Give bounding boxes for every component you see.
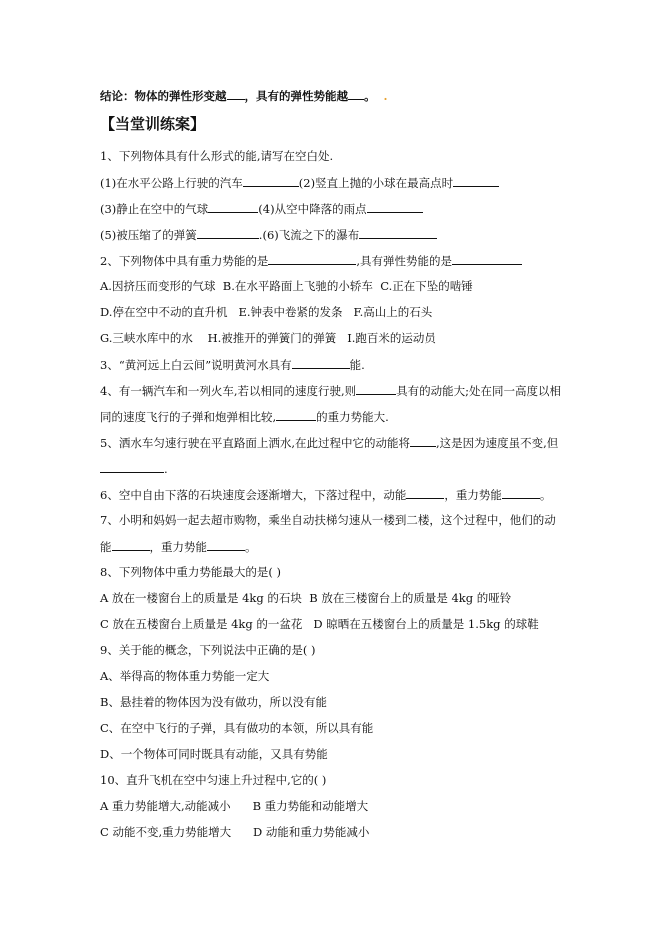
- q4-text-3: 同的速度飞行的子弹和炮弹相比较,: [100, 410, 277, 424]
- q8-options-row-2: [100, 616, 570, 632]
- answer-blank[interactable]: [197, 226, 259, 239]
- q1-item-2: (2)竖直上抛的小球在最高点时: [298, 176, 454, 190]
- q4-text-4: 的重力势能大.: [316, 410, 389, 424]
- q10-stem: 10、直升飞机在空中匀速上升过程中,它的( ): [100, 773, 327, 787]
- orange-dot-mark: .: [383, 89, 388, 103]
- q9-option-a: A、举得高的物体重力势能一定大: [100, 669, 270, 683]
- q6-text-3: 。: [539, 488, 552, 502]
- q7-text-3: ，重力势能: [149, 540, 207, 554]
- q8-option-c: C 放在五楼窗台上质量是 4kg 的一盆花: [100, 617, 303, 631]
- answer-blank[interactable]: [207, 538, 245, 551]
- answer-blank[interactable]: [502, 486, 540, 499]
- q8-option-a: A 放在一楼窗台上的质量是 4kg 的石块: [100, 591, 302, 605]
- answer-blank[interactable]: [452, 252, 522, 265]
- q2-stem-text-1: 2、下列物体中具有重力势能的是: [100, 254, 269, 268]
- answer-blank[interactable]: [243, 174, 299, 187]
- q2-option-b: B.在水平路面上飞驰的小轿车: [222, 279, 373, 293]
- q2-options-row-3: [100, 330, 570, 346]
- q4-text-1: 4、有一辆汽车和一列火车,若以相同的速度行驶,则: [100, 384, 357, 398]
- q1-item-1: (1)在水平公路上行驶的汽车: [100, 176, 243, 190]
- answer-blank[interactable]: [348, 87, 364, 100]
- q2-option-c: C.正在下坠的啮锤: [380, 279, 473, 293]
- answer-blank[interactable]: [410, 434, 436, 447]
- q6-text-1: 6、空中自由下落的石块速度会逐渐增大，下落过程中，动能: [100, 488, 407, 502]
- q9-option-c: C、在空中飞行的子弹，具有做功的本领，所以具有能: [100, 721, 374, 735]
- q2-option-i: I.跑百米的运动员: [347, 331, 436, 345]
- q2-option-d: D.停在空中不动的直升机: [100, 305, 228, 319]
- conclusion-text-1: 物体的弹性形变越: [134, 89, 227, 103]
- q2-option-h: H.被推开的弹簧门的弹簧: [207, 331, 337, 345]
- q5-line-2: [100, 460, 570, 477]
- answer-blank[interactable]: [292, 356, 350, 369]
- q1-row-3: [100, 226, 570, 243]
- q8-stem: 8、下列物体中重力势能最大的是( ): [100, 565, 281, 579]
- q1-item-3: (3)静止在空中的气球: [100, 202, 209, 216]
- q2-option-e: E.钟表中卷紧的发条: [238, 305, 343, 319]
- q7-line-2: [100, 538, 570, 555]
- q9-stem: 9、关于能的概念，下列说法中正确的是( ): [100, 643, 316, 657]
- q6-text-2: ，重力势能: [444, 488, 502, 502]
- q10-option-d: D 动能和重力势能减小: [253, 825, 370, 839]
- q10-option-c: C 动能不变,重力势能增大: [100, 825, 232, 839]
- conclusion-text-2: ，具有的弹性势能越: [244, 89, 348, 103]
- answer-blank[interactable]: [227, 87, 245, 100]
- q8-option-b: B 放在三楼窗台上的质量是 4kg 的哑铃: [309, 591, 512, 605]
- q5-line-1: [100, 434, 570, 451]
- q1-item-5: (5)被压缩了的弹簧: [100, 228, 197, 242]
- answer-blank[interactable]: [268, 252, 356, 265]
- q9-option-b: B、悬挂着的物体因为没有做功，所以没有能: [100, 695, 327, 709]
- q10-option-b: B 重力势能和动能增大: [252, 799, 369, 813]
- q1-row-1: [100, 174, 570, 191]
- answer-blank[interactable]: [100, 460, 164, 473]
- answer-blank[interactable]: [359, 226, 437, 239]
- q9-option-d: D、一个物体可同时既具有动能，又具有势能: [100, 747, 328, 761]
- q1-row-2: [100, 200, 570, 217]
- q1-stem: 1、下列物体具有什么形式的能,请写在空白处.: [100, 149, 334, 163]
- q7-text-4: 。: [245, 540, 257, 554]
- q7-text-2: 能: [100, 540, 112, 554]
- section-title: 【当堂训练案】: [100, 115, 206, 133]
- q2-stem: [100, 252, 570, 269]
- q5-text-1: 5、洒水车匀速行驶在平直路面上洒水,在此过程中它的动能将: [100, 436, 410, 450]
- q2-option-f: F.高山上的石头: [353, 305, 433, 319]
- q2-option-g: G.三峡水库中的水: [100, 331, 193, 345]
- q2-options-row-1: [100, 278, 570, 294]
- q3-text-1: 3、“黄河远上白云间”说明黄河水具有: [100, 358, 292, 372]
- q6-line: [100, 486, 570, 503]
- q1-item-4: (4)从空中降落的雨点: [258, 202, 367, 216]
- q3-line: [100, 356, 570, 373]
- q1-item-6: .(6)飞流之下的瀑布: [258, 228, 360, 242]
- q3-text-2: 能.: [349, 358, 365, 372]
- q8-options-row-1: [100, 590, 570, 606]
- answer-blank[interactable]: [276, 408, 316, 421]
- answer-blank[interactable]: [356, 382, 396, 395]
- conclusion-label: 结论：: [100, 89, 135, 103]
- conclusion-line: [100, 87, 570, 104]
- q4-text-2: 具有的动能大;处在同一高度以相: [396, 384, 562, 398]
- q10-options-row-2: [100, 824, 570, 840]
- q2-option-a: A.因挤压而变形的气球: [100, 279, 216, 293]
- q7-line-1: 7、小明和妈妈一起去超市购物，乘坐自动扶梯匀速从一楼到二楼，这个过程中，他们的动: [100, 513, 556, 527]
- q5-text-3: .: [164, 462, 168, 476]
- q5-text-2: ,这是因为速度虽不变,但: [435, 436, 559, 450]
- q2-options-row-2: [100, 304, 570, 320]
- q2-stem-text-2: ,具有弹性势能的是: [356, 254, 452, 268]
- answer-blank[interactable]: [453, 174, 499, 187]
- conclusion-text-3: 。: [364, 89, 376, 103]
- q4-line-1: [100, 382, 570, 399]
- answer-blank[interactable]: [406, 486, 444, 499]
- q10-option-a: A 重力势能增大,动能减小: [100, 799, 231, 813]
- answer-blank[interactable]: [112, 538, 150, 551]
- answer-blank[interactable]: [208, 200, 258, 213]
- answer-blank[interactable]: [367, 200, 423, 213]
- q8-option-d: D 晾晒在五楼窗台上的质量是 1.5kg 的球鞋: [313, 617, 539, 631]
- q10-options-row-1: [100, 798, 570, 814]
- q4-line-2: [100, 408, 570, 425]
